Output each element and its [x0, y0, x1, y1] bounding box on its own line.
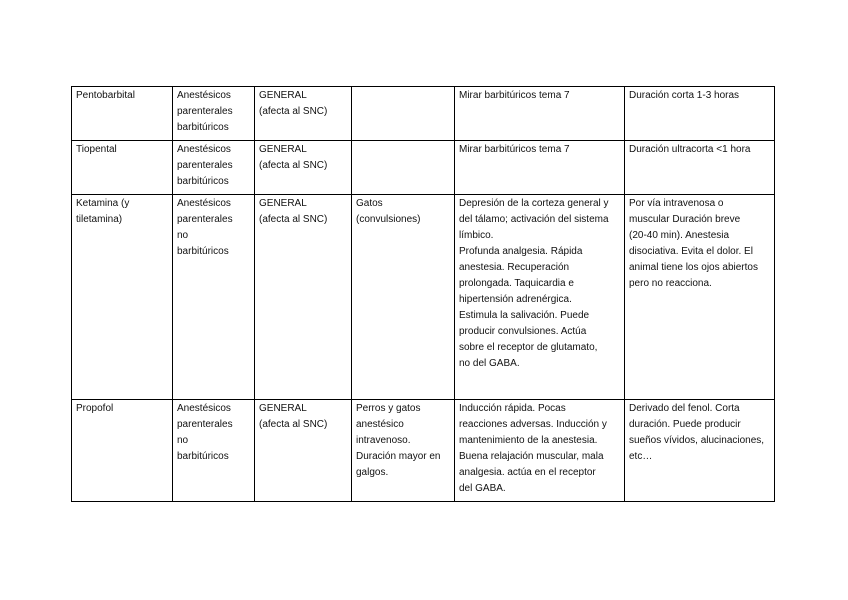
drug-group-cell [173, 141, 255, 195]
cell-text-line: hipertensión adrenérgica. [459, 294, 572, 305]
cell-text-line: GENERAL [259, 198, 307, 209]
cell-text-line: del GABA. [459, 483, 506, 494]
anesthesia-type-cell [255, 87, 352, 141]
cell-text-line: parenterales [177, 106, 233, 117]
species-cell [352, 141, 455, 195]
cell-text-line: Mirar barbitúricos tema 7 [459, 90, 570, 101]
anesthesia-type-cell [255, 400, 352, 502]
cell-text-line: tiletamina) [76, 214, 123, 225]
cell-text-line: anestesia. Recuperación [459, 262, 570, 273]
species-cell [352, 195, 455, 400]
table-row [72, 400, 775, 502]
drug-name-cell [72, 400, 173, 502]
species-cell [352, 87, 455, 141]
cell-text-line: parenterales [177, 160, 233, 171]
anesthetics-table [71, 86, 775, 502]
cell-text-line: prolongada. Taquicardia e [459, 278, 574, 289]
cell-text-line: intravenoso. [356, 435, 411, 446]
cell-text-line: sueños vívidos, alucinaciones, [629, 435, 765, 446]
cell-text-line: barbitúricos [177, 451, 229, 462]
cell-text-line: Pentobarbital [76, 90, 135, 101]
cell-text-line: anestésico [356, 419, 404, 430]
drug-name-cell [72, 195, 173, 400]
mechanism-cell [455, 195, 625, 400]
mechanism-cell [455, 400, 625, 502]
cell-text-line: mantenimiento de la anestesia. [459, 435, 598, 446]
cell-text-line: (afecta al SNC) [259, 419, 328, 430]
cell-text-line: no [177, 435, 189, 446]
drug-group-cell [173, 87, 255, 141]
cell-text-line: etc… [629, 451, 653, 462]
cell-text-line: Inducción rápida. Pocas [459, 403, 566, 414]
cell-text-line: parenterales [177, 214, 233, 225]
table-row [72, 141, 775, 195]
cell-text-line: parenterales [177, 419, 233, 430]
cell-text-line: Estimula la salivación. Puede [459, 310, 590, 321]
cell-text-line: muscular Duración breve [629, 214, 741, 225]
cell-text-line: Buena relajación muscular, mala [459, 451, 604, 462]
cell-text-line: (afecta al SNC) [259, 160, 328, 171]
cell-text-line: Profunda analgesia. Rápida [459, 246, 583, 257]
cell-text-line: (convulsiones) [356, 214, 421, 225]
notes-cell [625, 195, 775, 400]
cell-text-line: Propofol [76, 403, 114, 414]
cell-text-line: Por vía intravenosa o [629, 198, 724, 209]
cell-text-line: Anestésicos [177, 90, 231, 101]
cell-text-line: barbitúricos [177, 176, 229, 187]
cell-text-line: duración. Puede producir [629, 419, 741, 430]
notes-cell [625, 400, 775, 502]
cell-text-line: (20-40 min). Anestesia [629, 230, 730, 241]
drug-name-cell [72, 87, 173, 141]
table-row [72, 195, 775, 400]
cell-text-line: GENERAL [259, 403, 307, 414]
table-row [72, 87, 775, 141]
cell-text-line: reacciones adversas. Inducción y [459, 419, 607, 430]
cell-text-line: límbico. [459, 230, 494, 241]
cell-text-line: Anestésicos [177, 198, 231, 209]
cell-text-line: producir convulsiones. Actúa [459, 326, 587, 337]
cell-text-line: Ketamina (y [76, 198, 130, 209]
cell-text-line: pero no reacciona. [629, 278, 712, 289]
anesthesia-type-cell [255, 141, 352, 195]
cell-text-line: Duración corta 1-3 horas [629, 90, 740, 101]
cell-text-line: Derivado del fenol. Corta [629, 403, 740, 414]
cell-text-line: analgesia. actúa en el receptor [459, 467, 596, 478]
cell-text-line: (afecta al SNC) [259, 106, 328, 117]
cell-text-line: GENERAL [259, 90, 307, 101]
cell-text-line: del tálamo; activación del sistema [459, 214, 609, 225]
table-body [72, 87, 775, 502]
mechanism-cell [455, 141, 625, 195]
cell-text-line: no [177, 230, 189, 241]
cell-text-line: galgos. [356, 467, 389, 478]
mechanism-cell [455, 87, 625, 141]
cell-text-line: Depresión de la corteza general y [459, 198, 609, 209]
cell-text-line: Gatos [356, 198, 383, 209]
cell-text-line: Mirar barbitúricos tema 7 [459, 144, 570, 155]
notes-cell [625, 87, 775, 141]
notes-cell [625, 141, 775, 195]
cell-text-line: Duración ultracorta <1 hora [629, 144, 751, 155]
cell-text-line: GENERAL [259, 144, 307, 155]
cell-text-line: Duración mayor en [356, 451, 441, 462]
cell-text-line: barbitúricos [177, 246, 229, 257]
cell-text-line: Tiopental [76, 144, 117, 155]
cell-text-line: (afecta al SNC) [259, 214, 328, 225]
cell-text-line: no del GABA. [459, 358, 520, 369]
cell-text-line: disociativa. Evita el dolor. El [629, 246, 753, 257]
cell-text-line: Perros y gatos [356, 403, 421, 414]
species-cell [352, 400, 455, 502]
drug-group-cell [173, 400, 255, 502]
drug-name-cell [72, 141, 173, 195]
cell-text-line: animal tiene los ojos abiertos [629, 262, 758, 273]
cell-text-line: Anestésicos [177, 403, 231, 414]
anesthesia-type-cell [255, 195, 352, 400]
cell-text-line: sobre el receptor de glutamato, [459, 342, 598, 353]
cell-text-line: Anestésicos [177, 144, 231, 155]
drug-group-cell [173, 195, 255, 400]
cell-text-line: barbitúricos [177, 122, 229, 133]
